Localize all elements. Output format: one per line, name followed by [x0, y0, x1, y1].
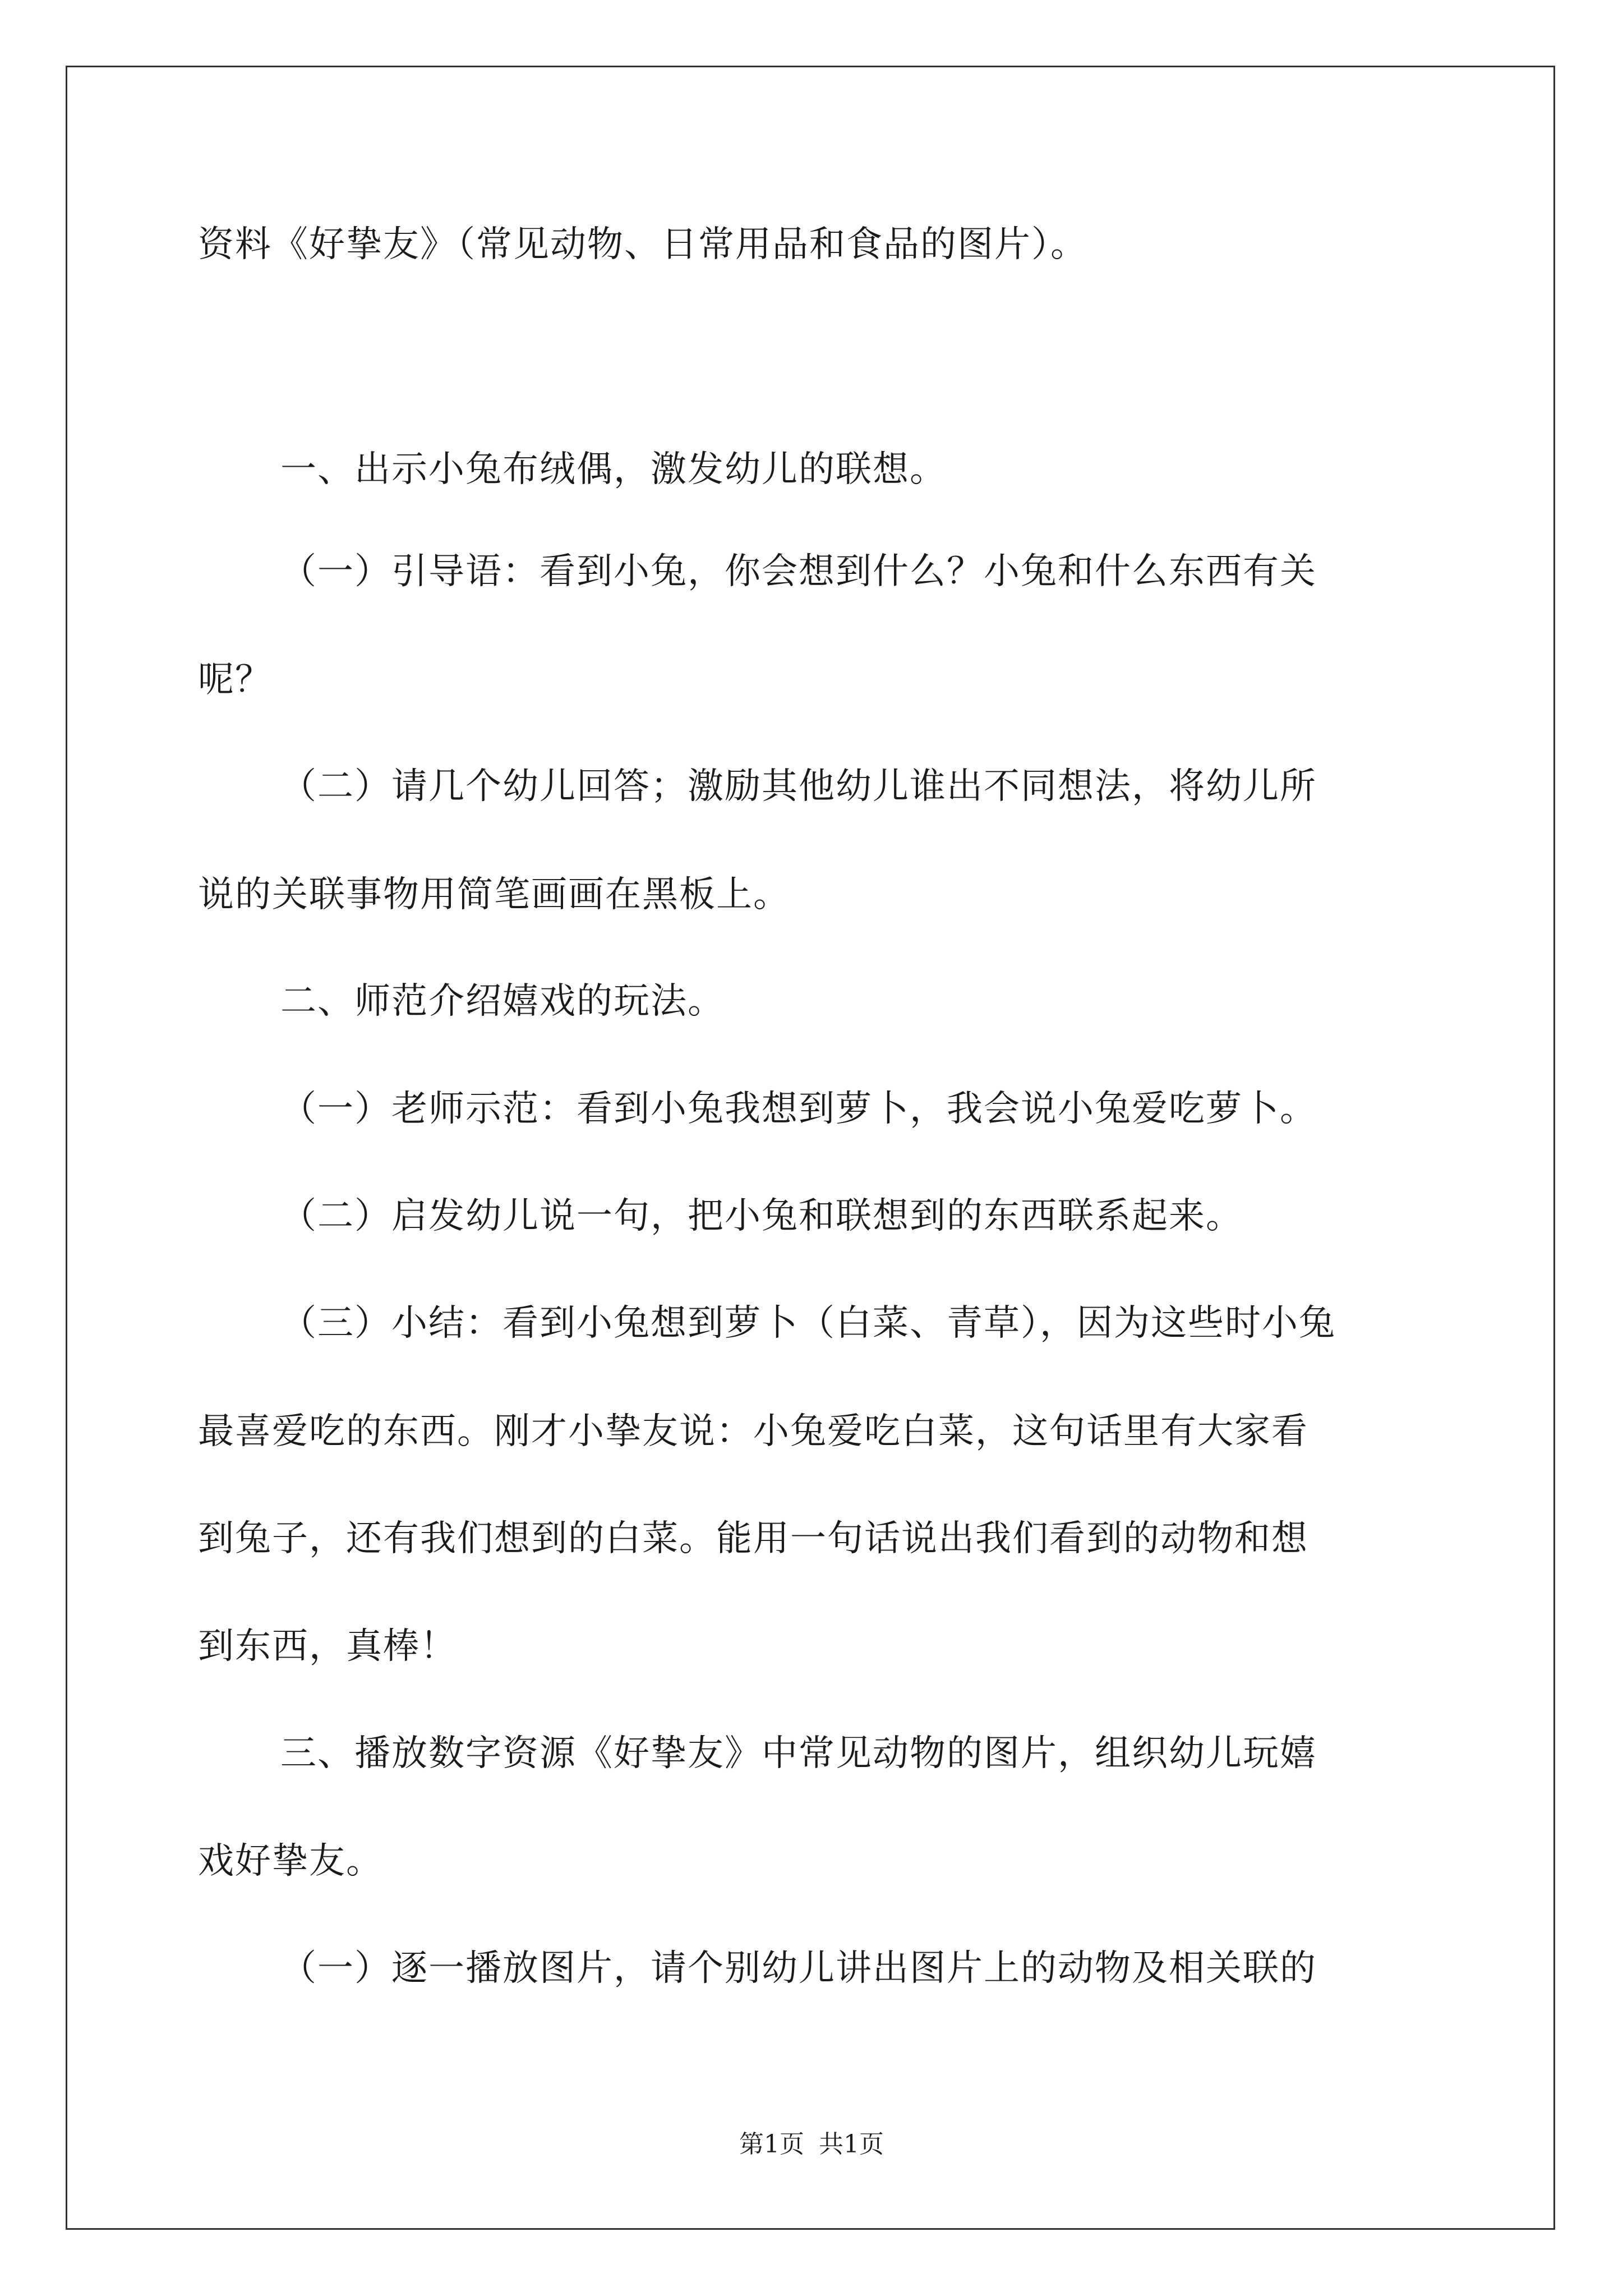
text-line: （二）启发幼儿说一句，把小兔和联想到的东西联系起来。 — [280, 1195, 1243, 1237]
text-line: 最喜爱吃的东西。刚才小挚友说：小兔爱吃白菜，这句话里有大家看 — [198, 1411, 1308, 1452]
page-number: 第1页 — [739, 2130, 804, 2159]
text-line: 一、出示小兔布绒偶，激发幼儿的联想。 — [280, 449, 947, 490]
text-line: 到兔子，还有我们想到的白菜。能用一句话说出我们看到的动物和想 — [198, 1518, 1308, 1559]
text-line: 二、师范介绍嬉戏的玩法。 — [280, 981, 725, 1022]
text-line: （二）请几个幼儿回答；激励其他幼儿谁出不同想法，将幼儿所 — [280, 766, 1317, 807]
page-border — [66, 66, 1555, 2230]
text-line: 资料《好挚友》（常见动物、日常用品和食品的图片）。 — [198, 224, 1087, 265]
text-line: 三、播放数字资源《好挚友》中常见动物的图片，组织幼儿玩嬉 — [280, 1733, 1317, 1774]
page-footer — [0, 2129, 1623, 2160]
page-count: 共1页 — [819, 2130, 884, 2159]
text-line: （一）引导语：看到小兔，你会想到什么？小兔和什么东西有关 — [280, 551, 1317, 592]
text-line: 戏好挚友。 — [198, 1841, 383, 1882]
text-line: （三）小结：看到小兔想到萝卜（白菜、青草），因为这些时小兔 — [280, 1303, 1336, 1344]
text-line: 呢？ — [198, 659, 272, 701]
text-line: （一）逐一播放图片，请个别幼儿讲出图片上的动物及相关联的 — [280, 1948, 1317, 1989]
text-line: 到东西，真棒！ — [198, 1626, 457, 1667]
text-line: 说的关联事物用简笔画画在黑板上。 — [198, 874, 790, 915]
text-line: （一）老师示范：看到小兔我想到萝卜，我会说小兔爱吃萝卜。 — [280, 1088, 1317, 1130]
